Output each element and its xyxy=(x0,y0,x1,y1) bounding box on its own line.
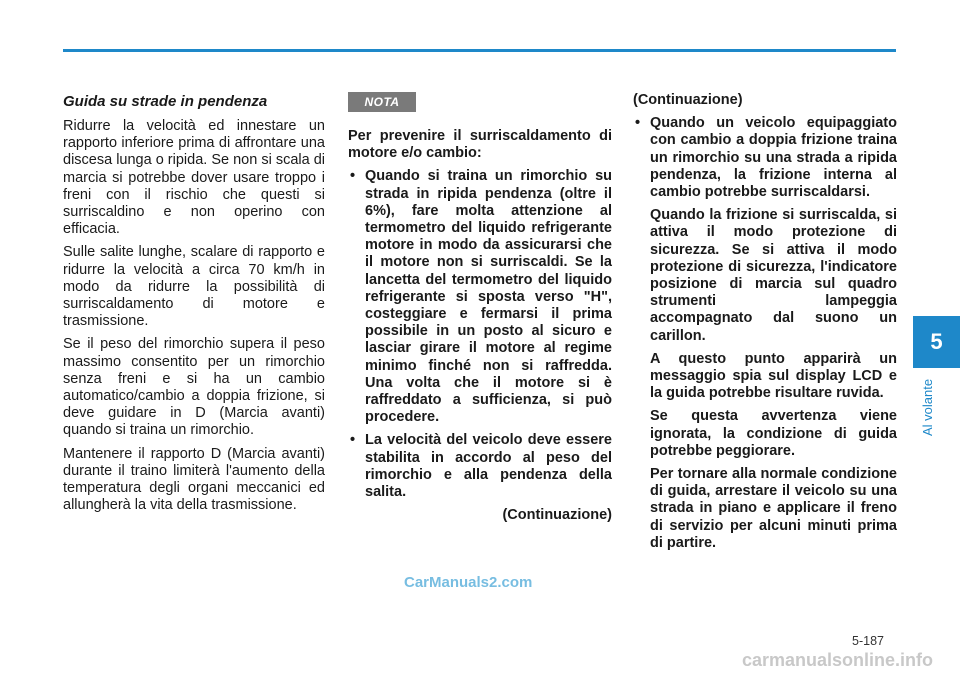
paragraph: Per tornare alla normale condizione di guida, arrestare il veicolo su una strada in piano e applicare il freno di servizio per alcuni minuti prima di partire. xyxy=(650,466,897,551)
paragraph: Mantenere il rapporto D (Marcia avanti) durante il traino limiterà l'aumento della temperatura degli organi meccanici ed allungherà la vita della trasmissione. xyxy=(63,445,325,514)
paragraph: Ridurre la velocità ed innestare un rapporto inferiore prima di affrontare una discesa lunga o ripida. Se non si scala di marcia si potrebbe dover usare troppo i freni con il rischio che questi si surriscaldino e non operino con efficacia. xyxy=(63,118,325,238)
nota-badge: NOTA xyxy=(348,92,416,112)
paragraph: Quando la frizione si surriscalda, si attiva il modo protezione di sicurezza. Se si attiva il modo protezione di sicurezza, l'indicatore posizione di marcia sul quadro strumenti lampeggia accompagnato dal suono un carillon. xyxy=(650,207,897,344)
note-intro: Per prevenire il surriscaldamento di motore e/o cambio: xyxy=(348,128,612,162)
bullet-icon: • xyxy=(350,432,356,449)
section-title: Guida su strade in pendenza xyxy=(63,93,268,110)
column-middle xyxy=(348,92,612,530)
bullet-icon: • xyxy=(635,115,641,132)
paragraph: Se questa avvertenza viene ignorata, la condizione di guida potrebbe peggiorare. xyxy=(650,408,897,459)
column-left xyxy=(63,92,325,520)
list-item: • Quando si traina un rimorchio su strada in ripida pendenza (oltre il 6%), fare molta attenzione al termometro del liquido refrigerante motore in modo da assicurarsi che il motore non si surriscaldi. Se la lancetta del termometro del liquido refrigerante si sposta verso "H", costeggiare e fermarsi il prima possibile in un posto al sicuro e lasciar girare il motore al regime minimo finché non si raffredda. Una volta che il motore si è raffreddato a sufficienza, si può procedere. xyxy=(350,168,612,426)
continued-label: (Continuazione) xyxy=(633,92,743,108)
chapter-tab: 5 xyxy=(913,316,960,368)
watermark-bottom: carmanualsonline.info xyxy=(742,650,934,670)
bullet-icon: • xyxy=(350,168,356,185)
page-number: 5-187 xyxy=(852,634,884,648)
chapter-label: Al volante xyxy=(920,378,935,436)
note-bullet-list xyxy=(348,168,612,501)
column-right xyxy=(633,92,897,558)
top-rule xyxy=(63,49,896,52)
watermark-top: CarManuals2.com xyxy=(404,574,533,591)
paragraph: Se il peso del rimorchio supera il peso massimo consentito per un rimorchio senza freni e si ha un cambio automatico/cambio a doppia frizione, si deve guidare in D (Marcia avanti) quando si traina un rimorchio. xyxy=(63,336,325,439)
list-item: • Quando un veicolo equipaggiato con cambio a doppia frizione traina un rimorchio su una strada a ripida pendenza, la frizione interna al cambio potrebbe surriscaldarsi. xyxy=(635,115,897,201)
paragraph: Sulle salite lunghe, scalare di rapporto e ridurre la velocità a circa 70 km/h in modo da ridurre la possibilità di surriscaldamento di motore e trasmissione. xyxy=(63,244,325,330)
list-item: • La velocità del veicolo deve essere stabilita in accordo al peso del rimorchio e alla pendenza della salita. xyxy=(350,432,612,501)
continued-label: (Continuazione) xyxy=(502,507,612,524)
note-bullet-list xyxy=(633,115,897,201)
paragraph: A questo punto apparirà un messaggio spia sul display LCD e la guida potrebbe risultare ruvida. xyxy=(650,350,897,402)
